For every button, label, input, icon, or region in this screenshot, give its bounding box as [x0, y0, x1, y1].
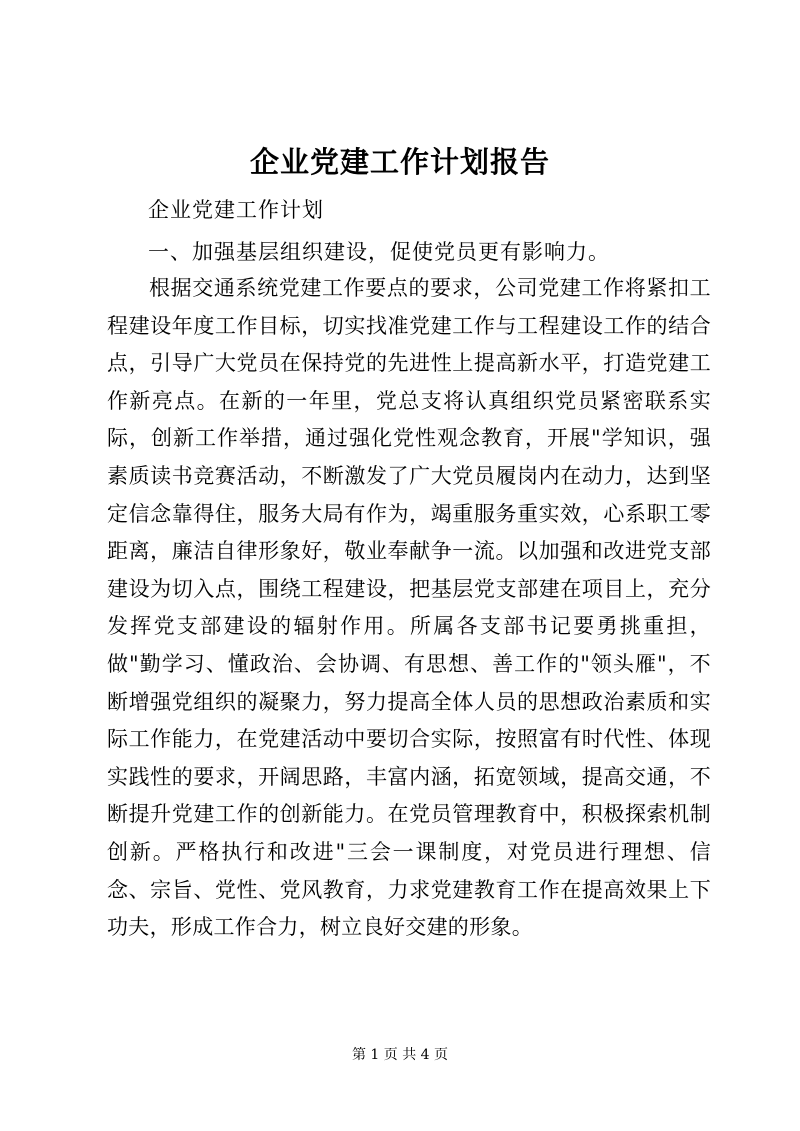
page-number-footer: 第 1 页 共 4 页	[351, 1047, 449, 1063]
section-heading: 一、加强基层组织建设，促使党员更有影响力。	[148, 240, 610, 264]
document-subtitle: 企业党建工作计划	[148, 198, 324, 222]
document-title: 企业党建工作计划报告	[249, 145, 550, 179]
section-body-paragraph: 根据交通系统党建工作要点的要求，公司党建工作将紧扣工程建设年度工作目标，切实找准党建工作与工程建设工作的结合点，引导广大党员在保持党的先进性上提高新水平，打造党建工作新亮点。在新的一年里，党总支将认真组织党员紧密联系实际，创新工作举措，通过强化党性观念教育，开展"学知识，强素质读书竞赛活动，不断激发了广大党员履岗内在动力，达到坚定信念靠得住，服务大局有作为，竭重服务重实效，心系职工零距离，廉洁自律形象好，敬业奉献争一流。以加强和改进党支部建设为切入点，围绕工程建设，把基层党支部建在项目上，充分发挥党支部建设的辐射作用。所属各支部书记要勇挑重担，做"勤学习、懂政治、会协调、有思想、善工作的"领头雁"，不断增强党组织的凝聚力，努力提高全体人员的思想政治素质和实际工作能力，在党建活动中要切合实际，按照富有时代性、体现实践性的要求，开阔思路，丰富内涵，拓宽领域，提高交通，不断提升党建工作的创新能力。在党员管理教育中，积极探索机制创新。严格执行和改进"三会一课制度，对党员进行理想、信念、宗旨、党性、党风教育，力求党建教育工作在提高效果上下功夫，形成工作合力，树立良好交建的形象。	[107, 276, 711, 940]
